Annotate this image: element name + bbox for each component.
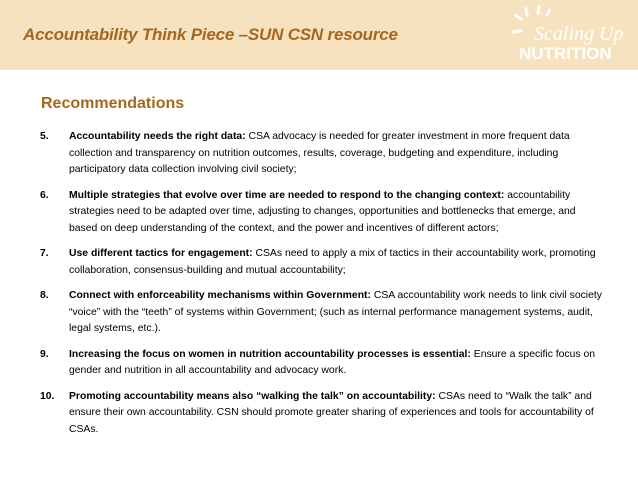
recommendation-item	[40, 129, 605, 179]
recommendation-body: accountability strategies need to be adapted over time, adjusting to changes, opportunities and bottlenecks that emerge, and based on deep understanding of the context, and the power and incentives of different actors;	[69, 189, 576, 234]
recommendation-body: Ensure a specific focus on gender and nutrition in all accountability and advocacy work.	[69, 348, 596, 376]
recommendation-heading: Increasing the focus on women in nutrition accountability processes is essential:	[69, 348, 471, 360]
recommendation-number: 6.	[40, 189, 49, 201]
svg-text:Scaling Up: Scaling Up	[534, 23, 624, 45]
header-band	[0, 0, 638, 70]
recommendation-item	[40, 288, 605, 338]
recommendation-number: 9.	[40, 348, 49, 360]
recommendation-item	[40, 389, 605, 439]
recommendation-heading: Multiple strategies that evolve over time are needed to respond to the changing context:	[69, 189, 505, 201]
recommendation-number: 5.	[40, 131, 49, 142]
recommendation-text	[69, 391, 594, 435]
recommendation-heading: Accountability needs the right data:	[69, 131, 246, 142]
recommendation-number: 8.	[40, 290, 49, 301]
recommendation-body: CSAs need to apply a mix of tactics in their accountability work, promoting collaboration, consensus-building and mutual accountability;	[69, 248, 596, 276]
recommendation-text	[69, 290, 602, 334]
recommendation-heading: Use different tactics for engagement:	[69, 248, 253, 259]
recommendation-number: 7.	[40, 248, 49, 259]
recommendation-text	[69, 190, 576, 234]
page-title: Accountability Think Piece –SUN CSN resource	[23, 25, 398, 44]
recommendation-text	[69, 248, 596, 276]
recommendation-item	[40, 188, 605, 238]
recommendation-number: 10.	[40, 390, 55, 402]
recommendation-body: CSA advocacy is needed for greater investment in more frequent data collection and transparency on nutrition outcomes, results, coverage, budgeting and expenditure, including participatory data collection involving civil society;	[69, 131, 570, 175]
section-title: Recommendations	[41, 95, 185, 112]
recommendation-heading: Promoting accountability means also “walking the talk” on accountability:	[69, 390, 436, 402]
recommendation-body: CSA accountability work needs to link civil society “voice” with the “teeth” of systems within Government; (such as internal performance management systems, audit, legal systems, etc.).	[69, 290, 602, 334]
recommendation-list	[40, 129, 605, 447]
recommendation-body: CSAs need to “Walk the talk” and ensure their own accountability. CSN should promote greater sharing of experiences and tools for accountability of CSAs.	[69, 390, 594, 435]
scaling-up-nutrition-logo	[508, 4, 626, 66]
recommendation-text	[69, 349, 595, 377]
recommendation-heading: Connect with enforceability mechanisms within Government:	[69, 290, 371, 301]
recommendation-item	[40, 246, 605, 279]
recommendation-item	[40, 347, 605, 380]
recommendation-text	[69, 131, 570, 175]
svg-text:NUTRITION: NUTRITION	[519, 44, 612, 63]
